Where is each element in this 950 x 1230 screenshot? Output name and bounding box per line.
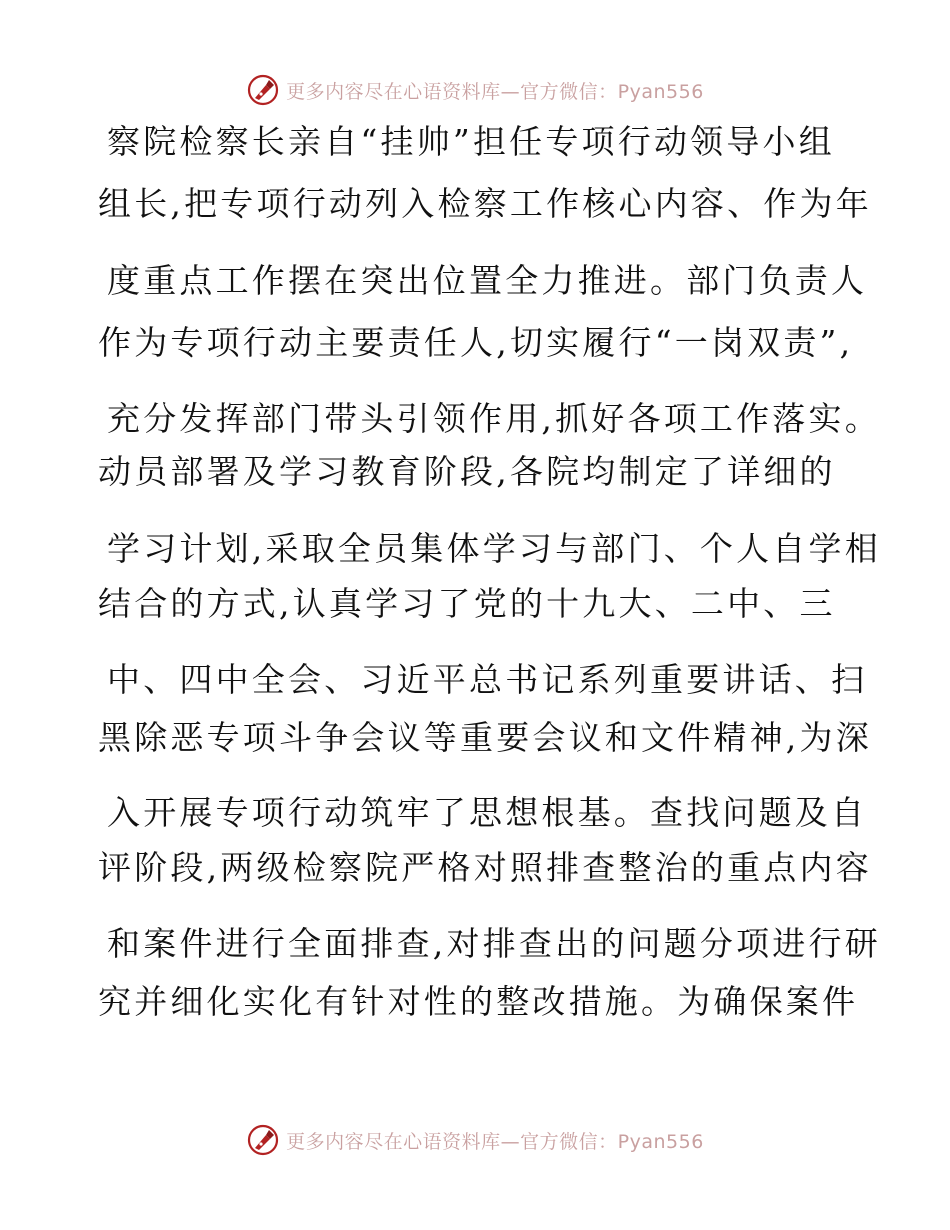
pen-nib-logo-icon: [246, 1123, 280, 1157]
pen-nib-logo-icon: [246, 73, 280, 107]
body-line: 动员部署及学习教育阶段,各院均制定了详细的: [98, 452, 836, 491]
header-watermark-banner: [0, 70, 950, 110]
body-line: 作为专项行动主要责任人,切实履行“一岗双责”,: [98, 323, 854, 362]
body-line: 入开展专项行动筑牢了思想根基。查找问题及自: [107, 793, 868, 832]
body-line: 度重点工作摆在突出位置全力推进。部门负责人: [107, 261, 868, 300]
body-line: 中、四中全会、习近平总书记系列重要讲话、扫: [107, 660, 868, 699]
body-line: 结合的方式,认真学习了党的十九大、二中、三: [98, 584, 836, 623]
body-line: 和案件进行全面排查,对排查出的问题分项进行研: [107, 924, 881, 963]
body-line: 察院检察长亲自“挂帅”担任专项行动领导小组: [107, 122, 835, 161]
body-line: 组长,把专项行动列入检察工作核心内容、作为年: [98, 184, 872, 223]
footer-banner-text: 更多内容尽在心语资料库—官方微信：Pyan556: [286, 1130, 704, 1153]
document-body: [0, 118, 950, 1038]
header-banner-text: 更多内容尽在心语资料库—官方微信：Pyan556: [286, 80, 704, 103]
body-line: 黑除恶专项斗争会议等重要会议和文件精神,为深: [98, 718, 872, 757]
body-line: 充分发挥部门带头引领作用,抓好各项工作落实。: [107, 399, 881, 438]
footer-watermark-banner: [0, 1120, 950, 1160]
body-line: 学习计划,采取全员集体学习与部门、个人自学相: [107, 529, 881, 568]
body-line: 评阶段,两级检察院严格对照排查整治的重点内容: [98, 848, 872, 887]
body-line: 究并细化实化有针对性的整改措施。为确保案件: [98, 982, 859, 1021]
